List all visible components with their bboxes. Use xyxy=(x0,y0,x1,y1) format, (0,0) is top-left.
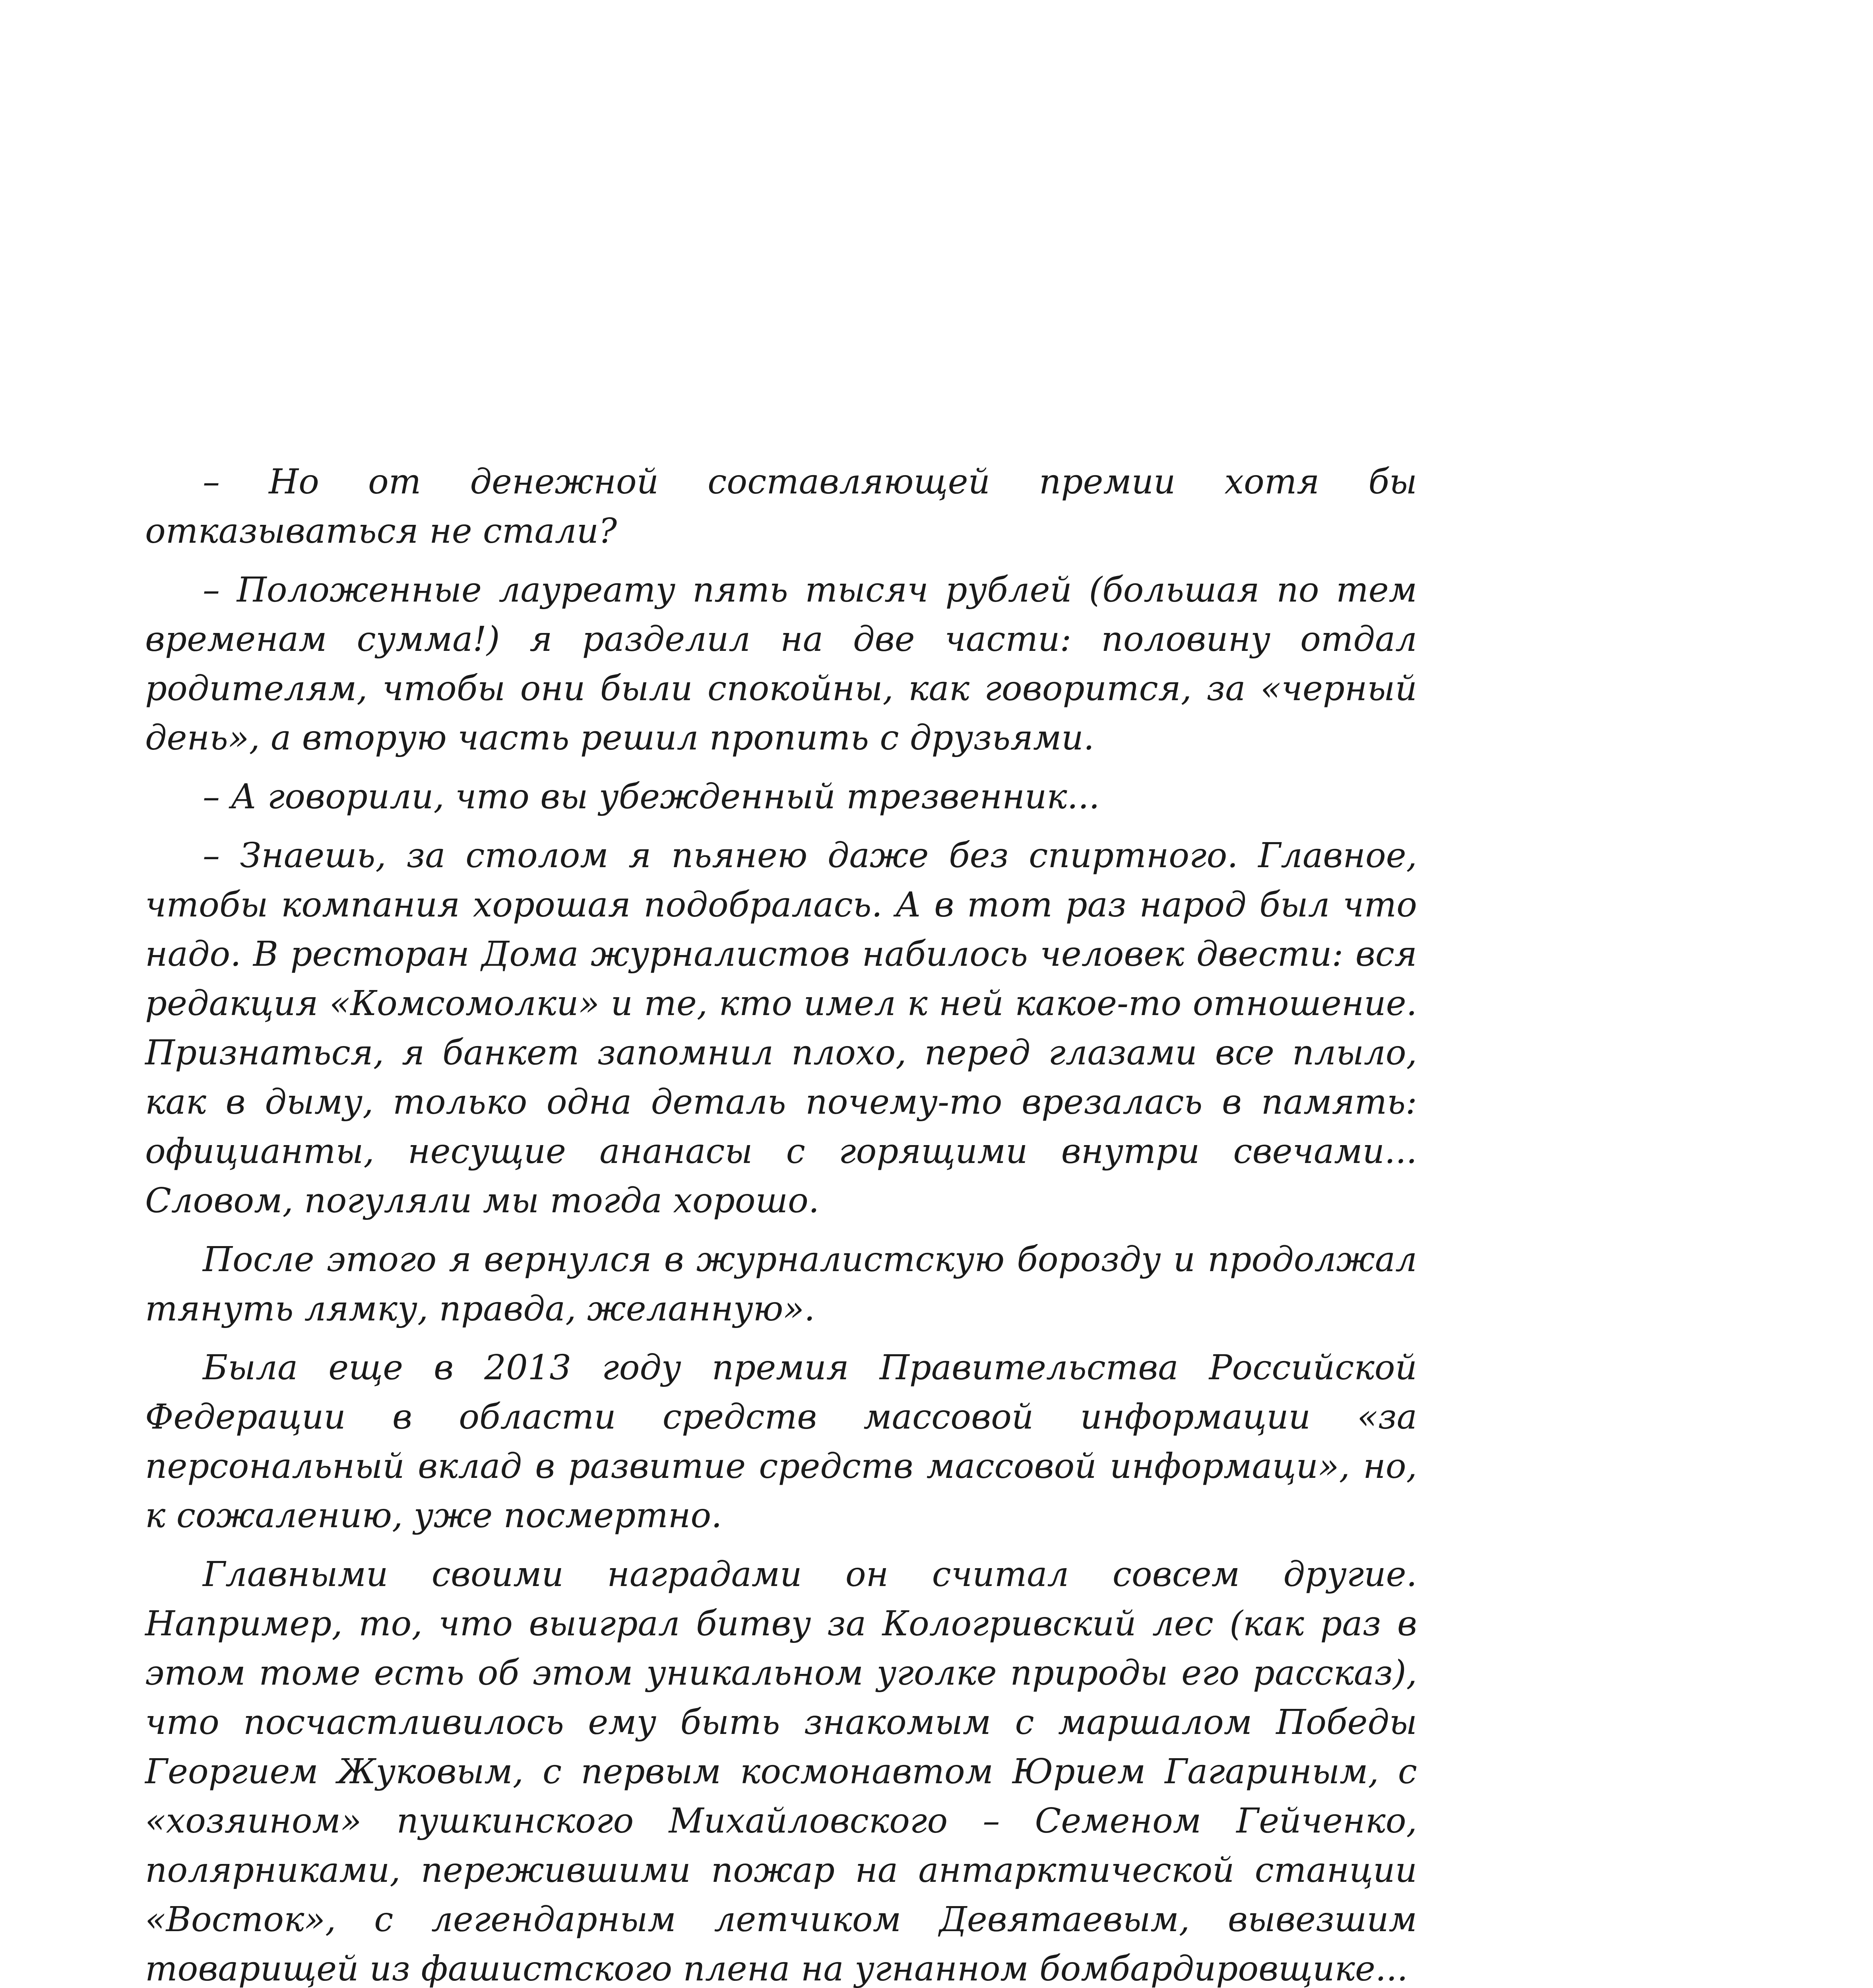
paragraph: Была еще в 2013 году премия Правительства Российской Федерации в области средств массовой информации «за персональный вклад в развитие средств массовой информаци», но, к сожалению, уже посмертно. xyxy=(145,1348,1417,1536)
paragraph: – Знаешь, за столом я пьянею даже без спиртного. Главное, чтобы компания хорошая подобралась. А в тот раз народ был что надо. В ресторан Дома журналистов набилось человек двести: вся редакция «Комсомолки» и те, кто имел к ней какое-то отношение. Признаться, я банкет запомнил плохо, перед глазами все плыло, как в дыму, только одна деталь почему-то врезалась в память: официанты, несущие ананасы с горящими внутри свечами... Словом, погуляли мы тогда хорошо. xyxy=(145,836,1417,1221)
paragraph: Главными своими наградами он считал совсем другие. Например, то, что выиграл битву за Кологривский лес (как раз в этом томе есть об этом уникальном уголке природы его рассказ), что посчастливилось ему быть знакомым с маршалом Победы Георгием Жуковым, с первым космонавтом Юрием Гагариным, с «хозяином» пушкинского Михайловского – Семеном Гейченко, полярниками, пережившими пожар на антарктической станции «Восток», с легендарным летчиком Девятаевым, вывезшим товарищей из фашистского плена на угнанном бомбардировщике... xyxy=(145,1555,1417,1988)
article-body xyxy=(145,457,1417,1988)
paragraph: – Положенные лауреату пять тысяч рублей (большая по тем временам сумма!) я разделил на две части: половину отдал родителям, чтобы они были спокойны, как говорится, за «черный день», а вторую часть решил пропить с друзьями. xyxy=(145,570,1417,758)
paragraph: После этого я вернулся в журналистскую борозду и продолжал тянуть лямку, правда, желанную». xyxy=(145,1240,1417,1329)
paragraph: – А говорили, что вы убежденный трезвенник... xyxy=(203,777,1100,817)
paragraph: – Но от денежной составляющей премии хотя бы отказываться не стали? xyxy=(145,462,1417,551)
